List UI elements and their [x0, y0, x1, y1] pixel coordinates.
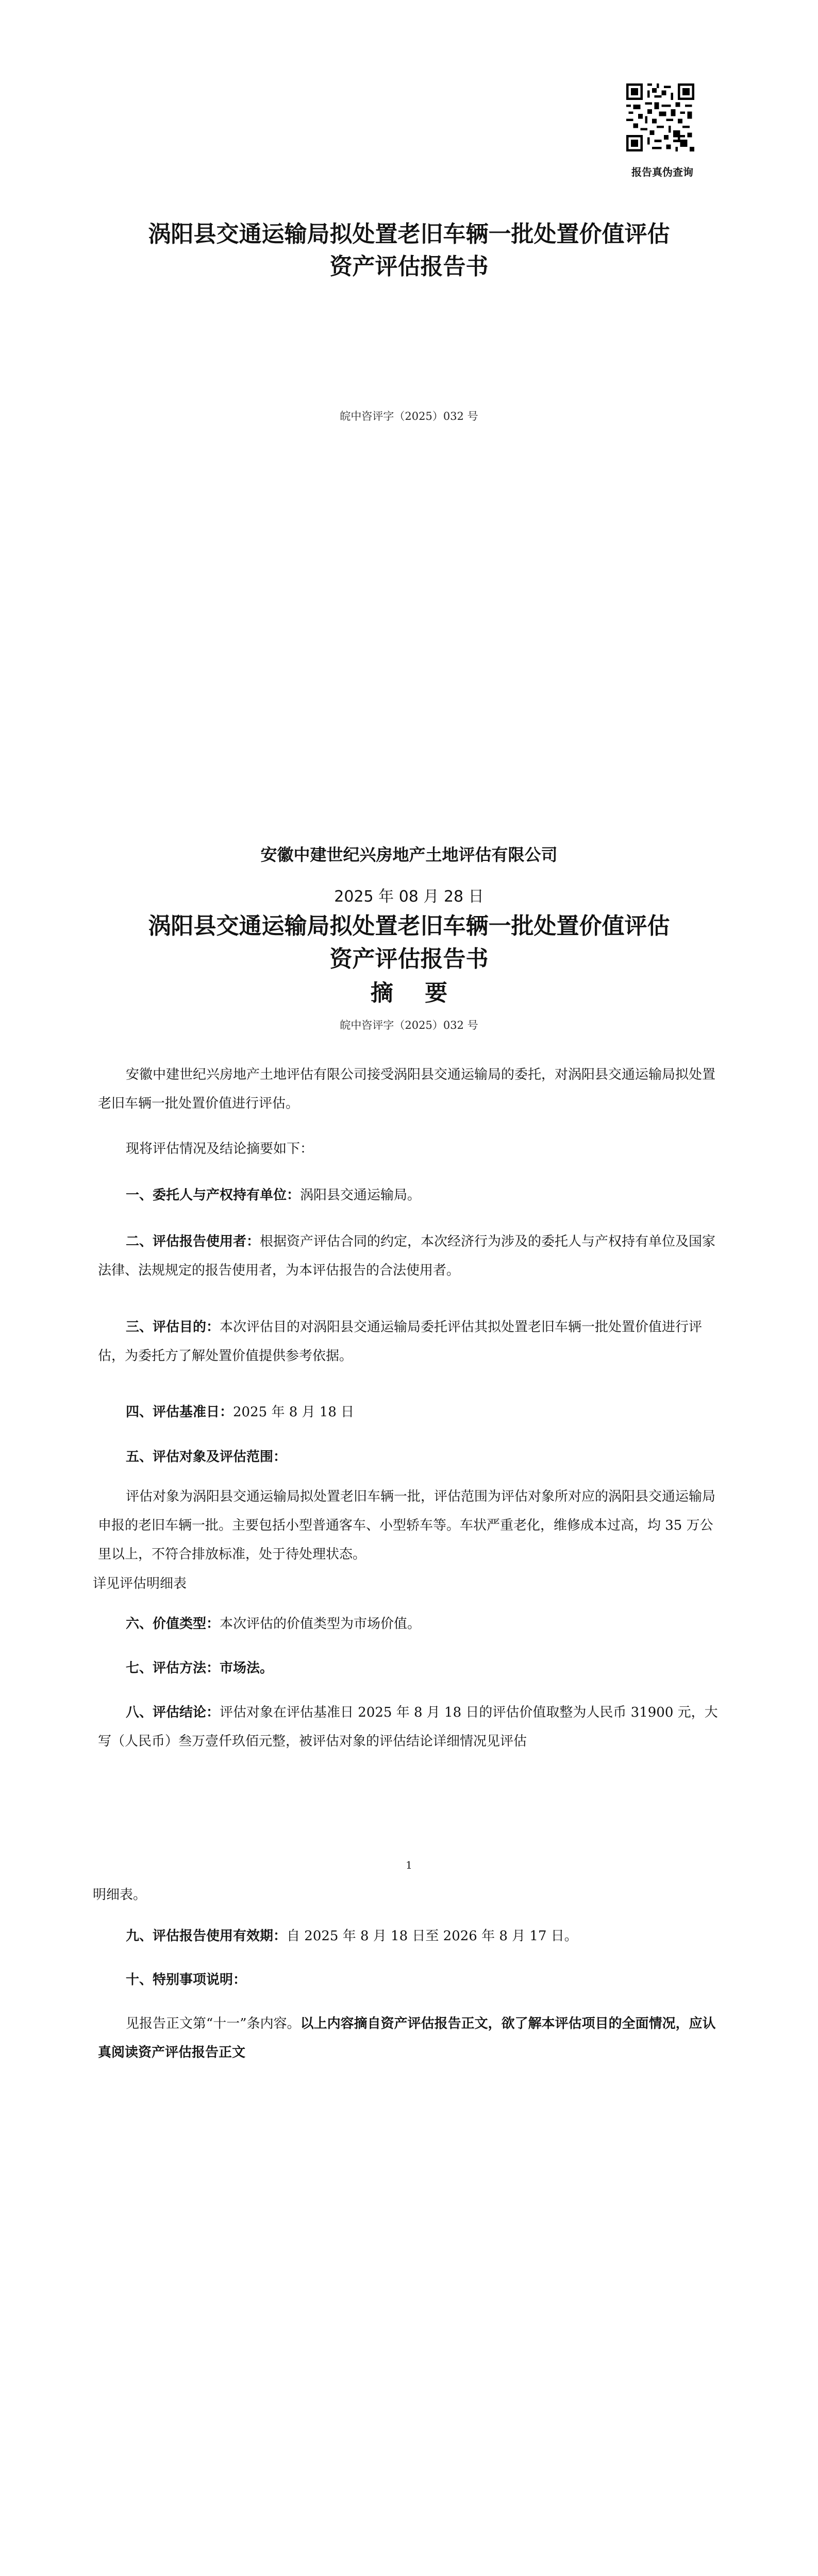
section-8-continued: 明细表。: [93, 1887, 147, 1903]
section-9: [98, 1922, 722, 1951]
cover-title-line2: 资产评估报告书: [329, 253, 489, 280]
section-8: [98, 1698, 722, 1756]
section-3-label: 三、评估目的：: [126, 1319, 220, 1335]
section-9-label: 九、评估报告使用有效期：: [126, 1928, 287, 1944]
section-1: [98, 1181, 722, 1210]
section-10-heading: [98, 1965, 722, 1994]
summary-title-line2: 资产评估报告书: [329, 946, 489, 972]
qr-label: 报告真伪查询: [631, 166, 693, 178]
page-number-1: 1: [406, 1859, 412, 1871]
section-4-label: 四、评估基准日：: [126, 1404, 233, 1420]
section-4: [98, 1398, 722, 1427]
section-5-label: 五、评估对象及评估范围：: [126, 1449, 287, 1465]
qr-code-icon[interactable]: [626, 83, 694, 151]
summary-title-abstract: 摘 要: [370, 980, 448, 1006]
section-8-text: 评估对象在评估基准日 2025 年 8 月 18 日的评估价值取整为人民币 31900 元，大写（人民币）叁万壹仟玖佰元整，被评估对象的评估结论详细情况见评估: [98, 1705, 718, 1749]
section-5-text: 评估对象为涡阳县交通运输局拟处置老旧车辆一批，评估范围为评估对象所对应的涡阳县交通运输局申报的老旧车辆一批。主要包括小型普通客车、小型轿车等。车状严重老化，维修成本过高，均 35 万公里以上，不符合排放标准，处于待处理状态。: [98, 1489, 716, 1562]
section-8-label: 八、评估结论：: [126, 1705, 220, 1720]
section-7-text: 市场法。: [220, 1660, 274, 1676]
cover-date: 2025 年 08 月 28 日: [334, 888, 484, 906]
cover-report-no: 皖中咨评字（2025）032 号: [340, 410, 478, 422]
section-9-text: 自 2025 年 8 月 18 日至 2026 年 8 月 17 日。: [287, 1928, 578, 1944]
section-5-heading: [98, 1443, 722, 1471]
section-6-text: 本次评估的价值类型为市场价值。: [220, 1616, 421, 1632]
section-6: [98, 1609, 722, 1638]
section-10-text-bold: 以上内容摘自资产评估报告正文，欲了解本评估项目的全面情况，应认真阅读资产评估报告正文: [98, 2016, 716, 2060]
section-10-text-plain: 见报告正文第“十一”条内容。: [126, 2016, 301, 2031]
summary-report-no: 皖中咨评字（2025）032 号: [340, 1019, 478, 1031]
section-7-label: 七、评估方法：: [126, 1660, 220, 1676]
summary-title-line1: 涡阳县交通运输局拟处置老旧车辆一批处置价值评估: [148, 913, 670, 939]
section-6-label: 六、价值类型：: [126, 1616, 220, 1632]
summary-intro: 安徽中建世纪兴房地产土地评估有限公司接受涡阳县交通运输局的委托，对涡阳县交通运输局拟处置老旧车辆一批处置价值进行评估。: [98, 1067, 716, 1111]
section-2: [98, 1227, 722, 1285]
section-1-label: 一、委托人与产权持有单位：: [126, 1188, 301, 1203]
section-3-text: 本次评估目的对涡阳县交通运输局委托评估其拟处置老旧车辆一批处置价值进行评估，为委托方了解处置价值提供参考依据。: [98, 1319, 703, 1364]
section-1-text: 涡阳县交通运输局。: [300, 1188, 421, 1203]
section-10-label: 十、特别事项说明：: [126, 1972, 247, 1988]
section-10-text: [98, 2009, 722, 2067]
summary-intro2: 现将评估情况及结论摘要如下：: [126, 1141, 314, 1157]
section-7: [98, 1654, 722, 1683]
section-2-text: 根据资产评估合同的约定，本次经济行为涉及的委托人与产权持有单位及国家法律、法规规定的报告使用者，为本评估报告的合法使用者。: [98, 1234, 716, 1278]
section-4-text: 2025 年 8 月 18 日: [233, 1404, 355, 1420]
cover-title-line1: 涡阳县交通运输局拟处置老旧车辆一批处置价值评估: [148, 221, 670, 247]
section-3: [98, 1313, 722, 1370]
section-5-note: 详见评估明细表: [93, 1576, 187, 1591]
section-2-label: 二、评估报告使用者：: [126, 1234, 260, 1249]
cover-company: 安徽中建世纪兴房地产土地评估有限公司: [260, 845, 558, 865]
